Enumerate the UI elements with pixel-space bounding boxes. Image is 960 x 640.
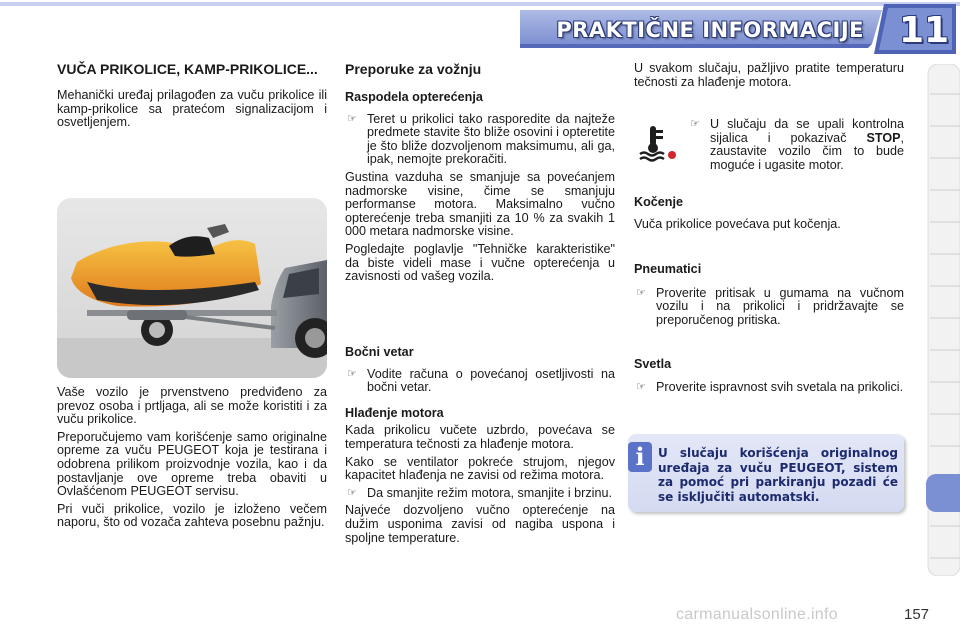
watermark: carmanualsonline.info	[676, 606, 838, 623]
bullet-load	[345, 113, 615, 167]
temperature-intro: U svakom slučaju, pažljivo pratite temperaturu tečnosti za hlađenje motora.	[634, 61, 904, 89]
column-middle-lower	[345, 346, 615, 549]
section-heading-towing: VUČA PRIKOLICE, KAMP-PRIKOLICE...	[57, 61, 318, 77]
info-text: U slučaju korišćenja originalnog uređaja za vuču PEUGEOT, sistem za pomoć pri parkiranju pozadi će se isključiti automatski.	[658, 446, 898, 504]
heading-side-wind: Bočni vetar	[345, 345, 414, 359]
chapter-number: 11	[898, 10, 950, 51]
stop-text-pre: U slučaju da se upali kontrolna sijalica i pokazivač	[710, 117, 904, 145]
chapter-header	[0, 0, 960, 56]
heading-lights: Svetla	[634, 356, 672, 371]
bullet-wind	[345, 368, 615, 395]
stop-text-post: , zaustavite vozilo čim to bude moguće i ugasite motor.	[710, 130, 905, 172]
bullet-wind-text: Vodite računa o povećanoj osetljivosti na bočni vetar.	[367, 366, 615, 395]
bullet-load-text: Teret u prikolici tako rasporedite da najteže predmete stavite što bliže osovini i opteretite je što bliže dozvoljenom maksimumu, ali ga, ipak, nemojte prekoračiti.	[367, 111, 615, 167]
heading-braking: Kočenje	[634, 195, 683, 209]
column-middle	[345, 62, 615, 288]
jet-ski-trailer-photo	[57, 198, 327, 378]
specs-reference-paragraph: Pogledajte poglavlje "Tehničke karakteristike" da biste videli mase i vučne opterećenja u zavisnosti od vašeg vozila.	[345, 241, 615, 284]
heading-tyres: Pneumatici	[634, 262, 702, 277]
stop-keyword: STOP	[866, 130, 901, 145]
bullet-cooling-text: Da smanjite režim motora, smanjite i brzinu.	[367, 485, 612, 500]
bullet-tyres	[634, 287, 904, 328]
bullet-lights	[634, 381, 904, 395]
pointing-hand-icon: ☞	[636, 286, 646, 299]
towing-p2: Preporučujemo vam korišćenje samo originalne opreme za vuču PEUGEOT koja je testirana i odobrena prilikom proizvodnje vozila, kao i da postavljanje ove opreme treba obaviti u Ovlašćenom PEUGEOT servisu.	[57, 429, 327, 499]
column-left-lower	[57, 386, 327, 534]
heading-load-distribution: Raspodela opterećenja	[345, 90, 483, 104]
column-right	[634, 62, 904, 93]
towing-intro: Mehanički uređaj prilagođen za vuču prikolice ili kamp-prikolice sa pratećom signalizacijom i osvetljenjem.	[57, 88, 327, 130]
trailer-illustration	[57, 198, 327, 378]
braking-paragraph: Vuča prikolice povećava put kočenja.	[634, 216, 841, 231]
column-right-lower	[634, 196, 904, 399]
pointing-hand-icon: ☞	[347, 367, 357, 380]
heading-engine-cooling: Hlađenje motora	[345, 405, 444, 420]
towing-p1: Vaše vozilo je prvenstveno predviđeno za prevoz osoba i prtljaga, ali se može koristiti i za vuču prikolice.	[57, 385, 327, 427]
parking-assist-info-box	[628, 434, 904, 512]
coolant-temperature-warning-icon	[638, 124, 678, 162]
cooling-p1: Kada prikolicu vučete uzbrdo, povećava se temperatura tečnosti za hlađenje motora.	[345, 423, 615, 451]
chapter-title: PRAKTIČNE INFORMACIJE	[556, 18, 864, 42]
bullet-lights-text: Proverite ispravnost svih svetala na prikolici.	[656, 380, 904, 395]
stop-warning-block	[688, 118, 904, 176]
bullet-stop-warning	[688, 118, 904, 172]
cooling-p3: Najveće dozvoljeno vučno opterećenje na dužim usponima zavisi od nagiba uspona i spoljne temperature.	[345, 503, 615, 545]
column-left	[57, 62, 327, 134]
pointing-hand-icon: ☞	[347, 112, 357, 125]
section-heading-driving-tips: Preporuke za vožnju	[345, 61, 482, 77]
cooling-p2: Kako se ventilator pokreće strujom, njegov kapacitet hlađenja ne zavisi od režima motora.	[345, 454, 615, 483]
altitude-paragraph: Gustina vazduha se smanjuje sa povećanjem nadmorske visine, čime se smanjuju performanse motora. Maksimalno vučno opterećenje treba smanjiti za 10 % za svakih 1 000 metara nadmorske visine.	[345, 169, 615, 239]
bullet-cooling	[345, 487, 615, 501]
bullet-tyres-text: Proverite pritisak u gumama na vučnom vozilu i na prikolici i pridržavajte se preporučenog pritiska.	[656, 285, 904, 327]
pointing-hand-icon: ☞	[690, 118, 700, 130]
towing-p3: Pri vuči prikolice, vozilo je izloženo večem naporu, što od vozača zahteva posebnu pažnju.	[57, 501, 327, 530]
page-number: 157	[904, 606, 930, 623]
active-chapter-tab[interactable]	[926, 474, 960, 512]
info-icon: i	[628, 442, 652, 472]
pointing-hand-icon: ☞	[347, 486, 357, 499]
pointing-hand-icon: ☞	[636, 381, 646, 394]
